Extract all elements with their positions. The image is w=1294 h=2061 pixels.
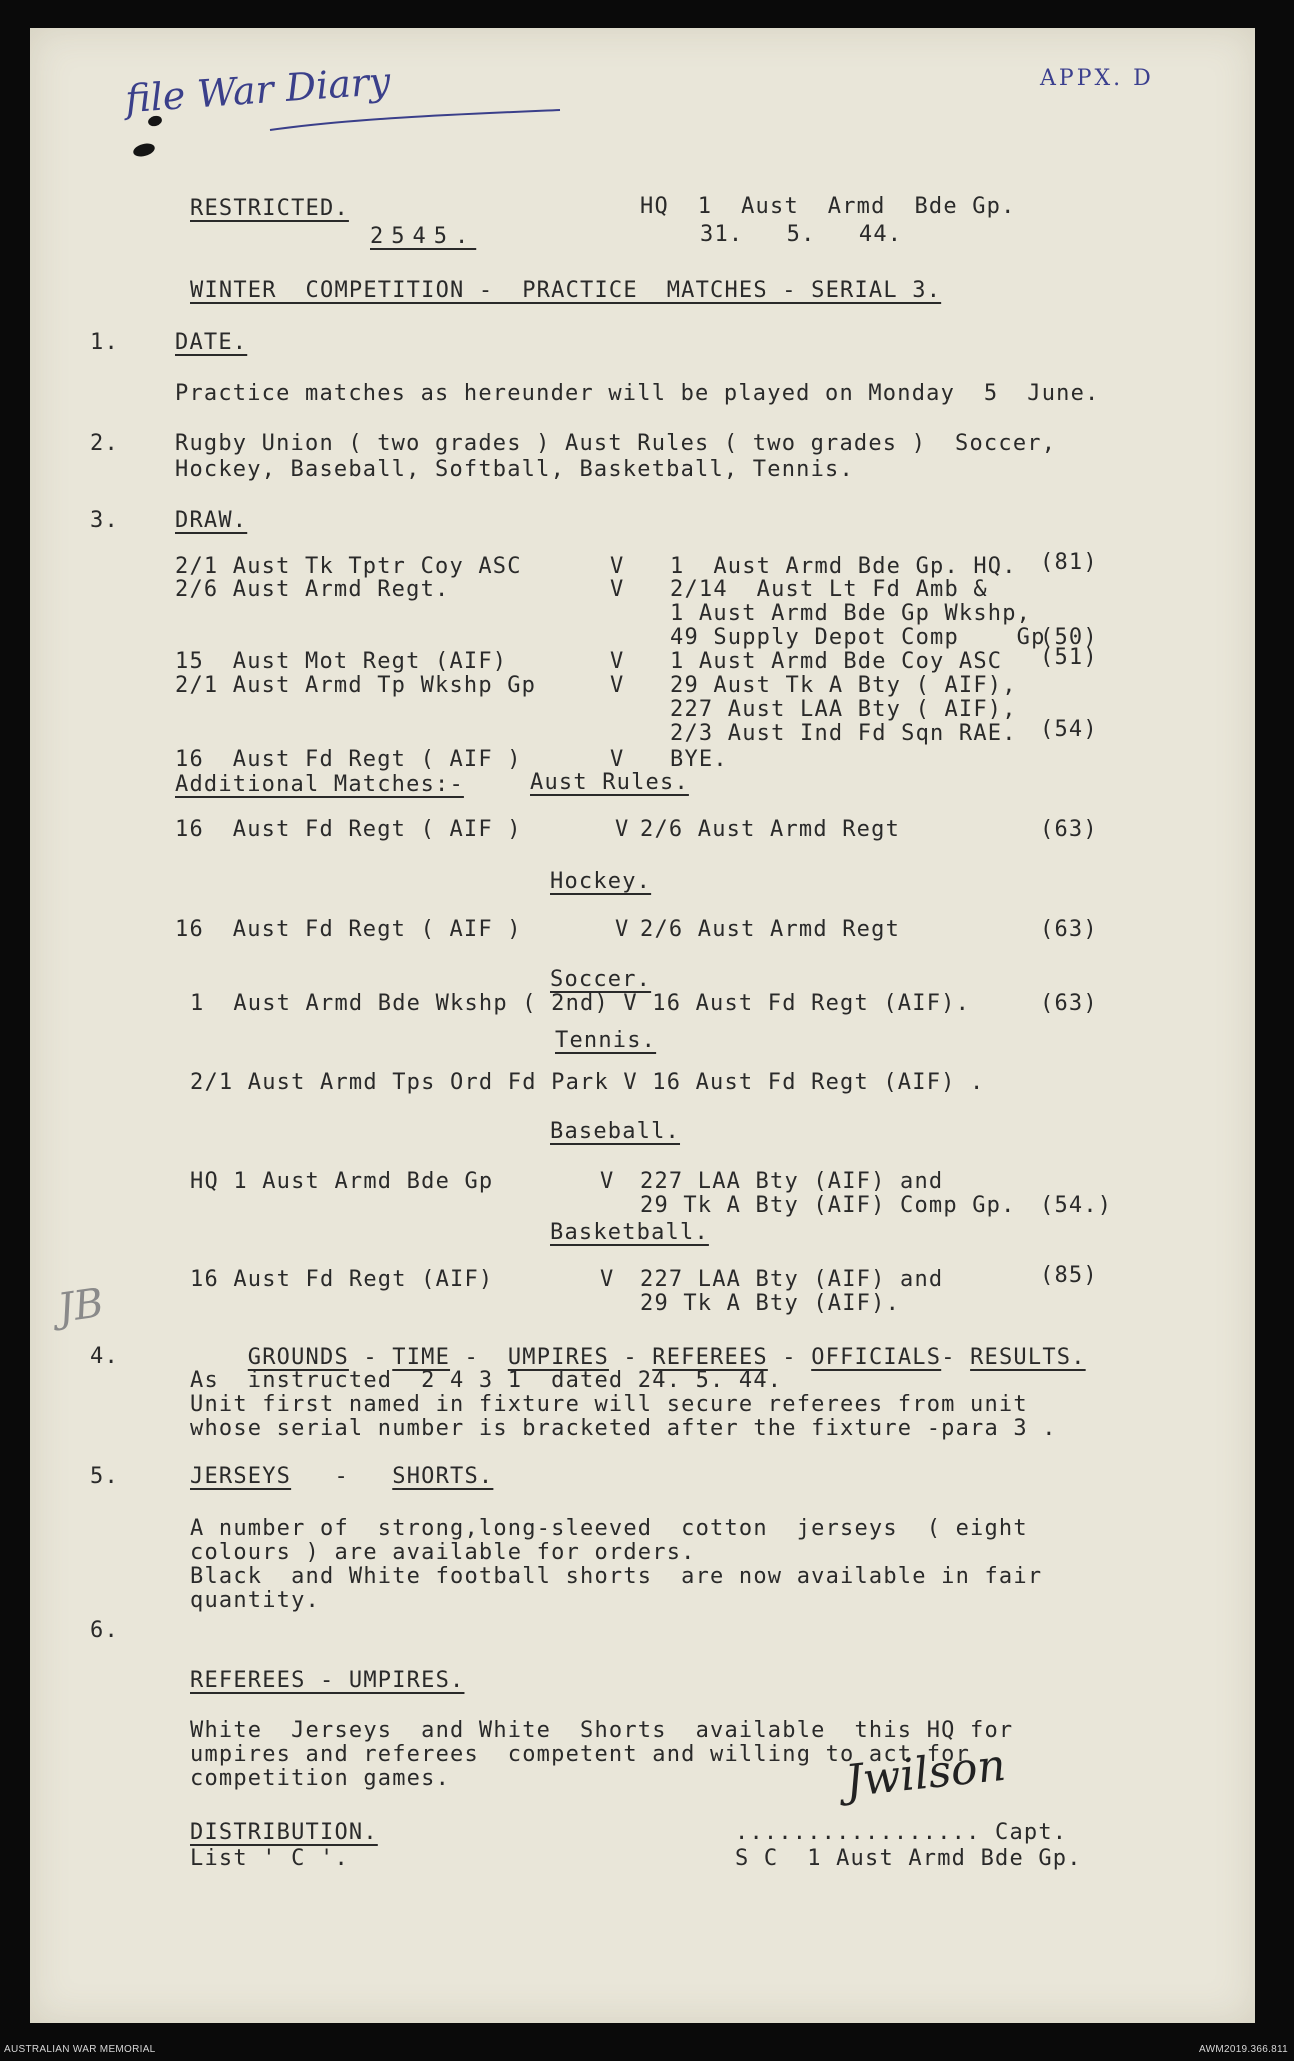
paragraph-line: Hockey, Baseball, Softball, Basketball, Tennis. [175,457,854,482]
heading-part: TIME [392,1345,451,1370]
section-number: 2. [90,431,119,456]
fixture-away: 227 LAA Bty (AIF) and [640,1267,944,1292]
fixture-versus: V [600,1169,615,1194]
document-page [30,28,1255,2023]
fixture-versus: V [610,577,625,602]
heading-part: GROUNDS [247,1345,349,1370]
section-heading: GROUNDS - TIME - UMPIRES - REFEREES - OFFICIALS- RESULTS. [247,1345,1086,1370]
handwritten-file-note: file War Diary [123,58,392,122]
signature: Jwilson [842,1739,1009,1808]
appendix-label: APPX. D [1040,66,1154,91]
sport-heading: Hockey. [550,869,652,894]
margin-initials: JB [55,1280,107,1332]
fixture-away: 2/14 Aust Lt Fd Amb & [670,577,988,602]
fixture-serial: (63) [1040,917,1098,942]
signature-appointment: S C 1 Aust Armd Bde Gp. [735,1846,1082,1871]
fixture-home: 2/6 Aust Armd Regt. [175,577,450,602]
section-heading: DATE. [175,330,248,355]
section-heading: JERSEYS - SHORTS. [190,1464,494,1489]
fixture-away: 1 Aust Armd Bde Gp. HQ. [670,554,1017,579]
distribution-heading: DISTRIBUTION. [190,1820,378,1845]
fixture-away: 2/6 Aust Armd Regt [640,917,901,942]
fixture-away: 29 Tk A Bty (AIF) Comp Gp. [640,1193,1016,1218]
document-date: 31. 5. 44. [700,222,903,247]
fixture-away: 227 LAA Bty (AIF) and [640,1169,944,1194]
sport-heading: Soccer. [550,967,652,992]
fixture-home: 2/1 Aust Tk Tptr Coy ASC [175,554,522,579]
fixture-serial: (51) [1040,645,1098,670]
section-number: 6. [90,1618,119,1643]
fixture-away: 29 Aust Tk A Bty ( AIF), [670,673,1017,698]
fixture-away: 49 Supply Depot Comp Gp [670,625,1046,650]
fixture-versus: V [615,917,630,942]
heading-part: OFFICIALS [811,1345,942,1370]
sport-heading: Basketball. [550,1220,709,1245]
fixture-line: 1 Aust Armd Bde Wkshp ( 2nd) V 16 Aust Fd Regt (AIF). [190,991,971,1016]
fixture-serial: (63) [1040,817,1098,842]
section-heading: REFEREES - UMPIRES. [190,1668,465,1693]
fixture-home: 15 Aust Mot Regt (AIF) [175,649,508,674]
paragraph-line: As instructed 2 4 3 1 dated 24. 5. 44. [190,1368,783,1393]
document-title: WINTER COMPETITION - PRACTICE MATCHES - SERIAL 3. [190,278,942,303]
section-number: 1. [90,330,119,355]
document-serial: 2545. [370,224,477,249]
paragraph-line: A number of strong,long-sleeved cotton jerseys ( eight [190,1516,1028,1541]
fixture-versus: V [615,817,630,842]
paragraph-line: Practice matches as hereunder will be played on Monday 5 June. [175,381,1100,406]
paragraph-line: Rugby Union ( two grades ) Aust Rules ( two grades ) Soccer, [175,431,1057,456]
distribution-list: List ' C '. [190,1846,349,1871]
heading-part: JERSEYS [190,1464,292,1489]
heading-part: UMPIRES [507,1345,609,1370]
additional-matches-heading: Additional Matches:- [175,772,464,797]
fixture-versus: V [600,1267,615,1292]
section-heading: DRAW. [175,508,248,533]
paragraph-line: Unit first named in fixture will secure referees from unit [190,1392,1028,1417]
handwritten-underline [265,108,565,138]
paragraph-line: whose serial number is bracketed after the fixture -para 3 . [190,1416,1057,1441]
fixture-home: 16 Aust Fd Regt ( AIF ) [175,817,522,842]
paragraph-line: White Jerseys and White Shorts available this HQ for [190,1718,1014,1743]
fixture-home: HQ 1 Aust Armd Bde Gp [190,1169,494,1194]
sport-heading: Aust Rules. [530,770,689,795]
section-number: 5. [90,1464,119,1489]
fixture-away: 2/6 Aust Armd Regt [640,817,901,842]
fixture-versus: V [610,747,625,772]
archive-reference: AWM2019.366.811 [1199,2044,1288,2055]
archive-credit: AUSTRALIAN WAR MEMORIAL [4,2044,156,2055]
fixture-versus: V [610,554,625,579]
fixture-away: 1 Aust Armd Bde Gp Wkshp, [670,601,1032,626]
heading-part: REFEREES [652,1345,768,1370]
paragraph-line: competition games. [190,1766,451,1791]
fixture-versus: V [610,649,625,674]
fixture-serial: (54.) [1040,1193,1113,1218]
fixture-serial: (54) [1040,717,1098,742]
fixture-away: 227 Aust LAA Bty ( AIF), [670,697,1017,722]
issuing-hq: HQ 1 Aust Armd Bde Gp. [640,194,1016,219]
fixture-home: 16 Aust Fd Regt ( AIF ) [175,917,522,942]
section-number: 4. [90,1344,119,1369]
fixture-home: 16 Aust Fd Regt (AIF) [190,1267,494,1292]
paragraph-line: colours ) are available for orders. [190,1540,696,1565]
fixture-away: 1 Aust Armd Bde Coy ASC [670,649,1003,674]
sport-heading: Tennis. [555,1028,657,1053]
paragraph-line: Black and White football shorts are now available in fair [190,1564,1043,1589]
classification: RESTRICTED. [190,196,349,221]
fixture-line: 2/1 Aust Armd Tps Ord Fd Park V 16 Aust Fd Regt (AIF) . [190,1070,985,1095]
fixture-away: 2/3 Aust Ind Fd Sqn RAE. [670,721,1017,746]
paragraph-line: quantity. [190,1588,321,1613]
fixture-serial: (85) [1040,1263,1098,1288]
heading-part: RESULTS. [970,1345,1086,1370]
fixture-serial: (63) [1040,991,1098,1016]
signature-line: ................. Capt. [735,1820,1068,1845]
punch-hole [132,141,156,158]
heading-part: SHORTS. [392,1464,494,1489]
fixture-home: 16 Aust Fd Regt ( AIF ) [175,747,522,772]
fixture-versus: V [610,673,625,698]
fixture-away: 29 Tk A Bty (AIF). [640,1291,901,1316]
paragraph-line: umpires and referees competent and willing to act for [190,1742,971,1767]
fixture-serial: (81) [1040,550,1098,575]
section-number: 3. [90,508,119,533]
fixture-away: BYE. [670,747,728,772]
fixture-serial: (50) [1040,625,1098,650]
fixture-home: 2/1 Aust Armd Tp Wkshp Gp [175,673,537,698]
sport-heading: Baseball. [550,1119,681,1144]
